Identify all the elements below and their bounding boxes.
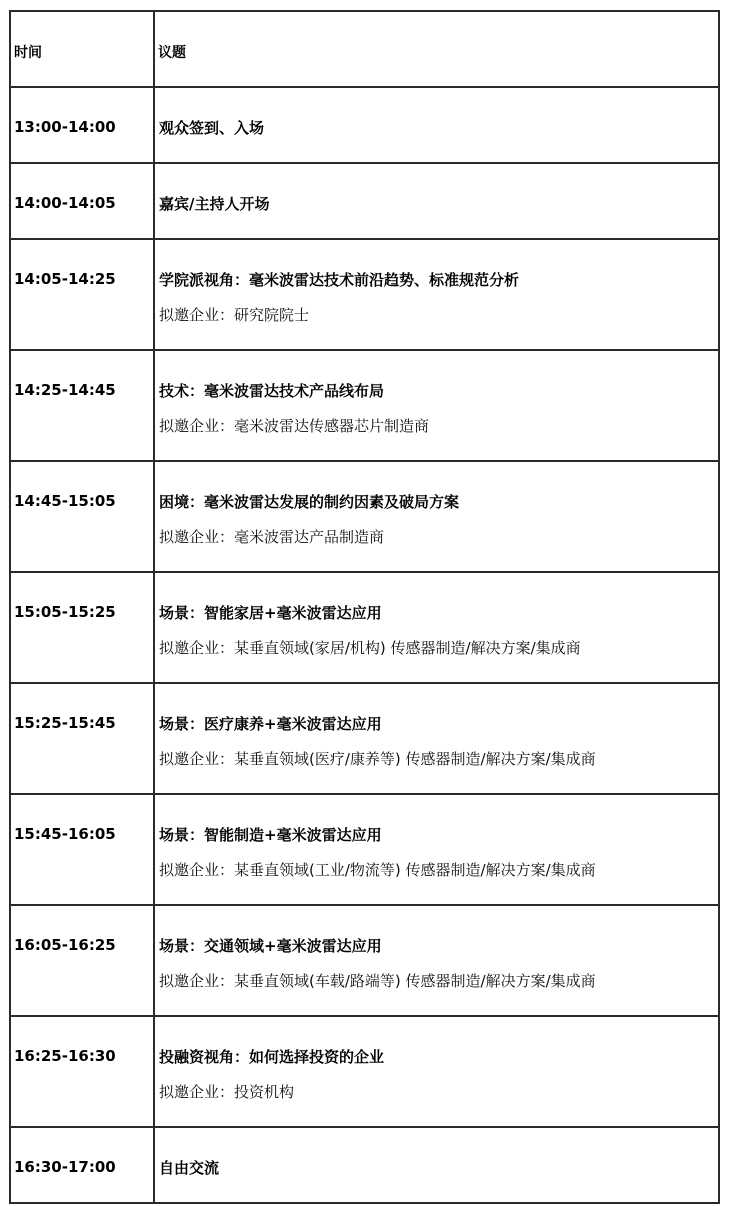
agenda-table	[9, 10, 720, 1204]
time-cell: 14:25-14:45	[10, 350, 154, 461]
topic-cell	[154, 163, 719, 239]
time-cell: 14:05-14:25	[10, 239, 154, 350]
invited-companies: 拟邀企业：某垂直领域(工业/物流等) 传感器制造/解决方案/集成商	[159, 861, 596, 879]
topic-title: 观众签到、入场	[159, 119, 265, 137]
topic-title: 场景：智能制造+毫米波雷达应用	[159, 826, 382, 844]
topic-title: 场景：医疗康养+毫米波雷达应用	[159, 715, 382, 733]
topic-title: 投融资视角：如何选择投资的企业	[159, 1048, 385, 1066]
time-cell: 14:45-15:05	[10, 461, 154, 572]
time-column-header: 时间	[10, 11, 154, 87]
table-row	[10, 572, 719, 683]
time-cell: 15:25-15:45	[10, 683, 154, 794]
topic-title: 技术：毫米波雷达技术产品线布局	[159, 382, 385, 400]
time-cell: 15:05-15:25	[10, 572, 154, 683]
time-cell: 15:45-16:05	[10, 794, 154, 905]
topic-cell	[154, 572, 719, 683]
table-row	[10, 461, 719, 572]
table-row	[10, 683, 719, 794]
time-cell: 16:30-17:00	[10, 1127, 154, 1203]
table-row	[10, 905, 719, 1016]
table-row	[10, 1127, 719, 1203]
table-row	[10, 163, 719, 239]
time-cell: 13:00-14:00	[10, 87, 154, 163]
topic-cell	[154, 350, 719, 461]
topic-title: 场景：交通领域+毫米波雷达应用	[159, 937, 382, 955]
topic-cell	[154, 239, 719, 350]
topic-column-header: 议题	[154, 11, 719, 87]
invited-companies: 拟邀企业：投资机构	[159, 1083, 295, 1101]
topic-cell	[154, 1127, 719, 1203]
time-cell: 16:25-16:30	[10, 1016, 154, 1127]
topic-cell	[154, 1016, 719, 1127]
table-row	[10, 87, 719, 163]
invited-companies: 拟邀企业：某垂直领域(家居/机构) 传感器制造/解决方案/集成商	[159, 639, 581, 657]
table-row	[10, 350, 719, 461]
topic-cell	[154, 683, 719, 794]
table-row	[10, 794, 719, 905]
invited-companies: 拟邀企业：毫米波雷达产品制造商	[159, 528, 385, 546]
invited-companies: 拟邀企业：某垂直领域(医疗/康养等) 传感器制造/解决方案/集成商	[159, 750, 596, 768]
topic-title: 嘉宾/主持人开场	[159, 195, 270, 213]
topic-cell	[154, 87, 719, 163]
time-cell: 16:05-16:25	[10, 905, 154, 1016]
table-row	[10, 239, 719, 350]
topic-cell	[154, 461, 719, 572]
topic-title: 自由交流	[159, 1159, 220, 1177]
invited-companies: 拟邀企业：某垂直领域(车载/路端等) 传感器制造/解决方案/集成商	[159, 972, 596, 990]
topic-title: 困境：毫米波雷达发展的制约因素及破局方案	[159, 493, 460, 511]
invited-companies: 拟邀企业：毫米波雷达传感器芯片制造商	[159, 417, 430, 435]
topic-cell	[154, 794, 719, 905]
topic-title: 场景：智能家居+毫米波雷达应用	[159, 604, 382, 622]
header-row	[10, 11, 719, 87]
time-cell: 14:00-14:05	[10, 163, 154, 239]
topic-cell	[154, 905, 719, 1016]
topic-title: 学院派视角：毫米波雷达技术前沿趋势、标准规范分析	[159, 271, 520, 289]
invited-companies: 拟邀企业：研究院院士	[159, 306, 310, 324]
table-row	[10, 1016, 719, 1127]
